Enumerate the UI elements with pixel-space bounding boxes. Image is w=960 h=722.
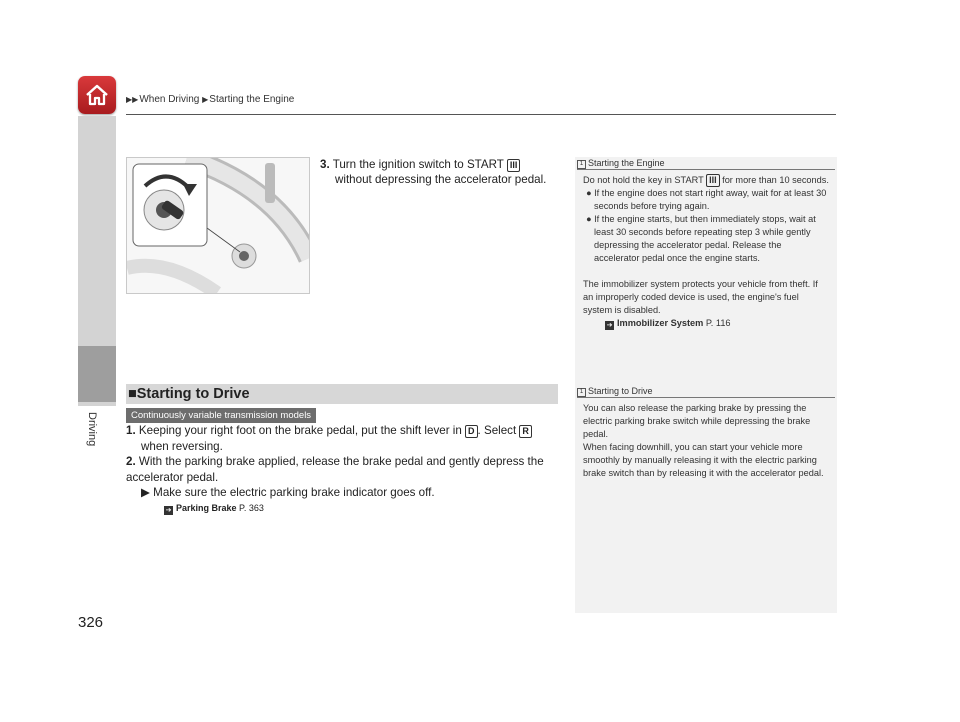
header-divider [126, 114, 836, 115]
note-marker-icon: 1 [577, 388, 586, 397]
breadcrumb-arrow-icon: ▶ [202, 95, 209, 104]
chapter-label: Driving [86, 412, 98, 447]
home-button[interactable] [78, 76, 116, 114]
link-arrow-icon: ➔ [606, 322, 613, 329]
section-marker-icon: ■ [128, 386, 137, 402]
breadcrumb [126, 94, 294, 105]
ignition-illustration [126, 157, 310, 294]
sub-arrow-icon: ▶ [141, 486, 150, 499]
note-title: 1 Starting to Drive [577, 386, 835, 397]
note-marker-icon: 1 [577, 160, 586, 169]
step-2-sub: ▶ Make sure the electric parking brake indicator goes off. [141, 486, 435, 499]
shift-d-badge: D [465, 425, 478, 438]
note-body [577, 398, 835, 480]
step-text-cont: without depressing the accelerator pedal. [335, 173, 547, 186]
note-paragraph: When facing downhill, you can start your vehicle more smoothly by manually releasing it with the electric parking brake switch than by releasing it with the accelerator pedal. [583, 442, 824, 478]
breadcrumb-arrow-icon: ▶▶ [126, 95, 139, 104]
chapter-tab[interactable] [78, 346, 116, 402]
section-title: ■Starting to Drive [128, 386, 250, 402]
step-1-cont: when reversing. [141, 439, 223, 453]
home-icon [83, 81, 111, 109]
ignition-position-badge: III [706, 174, 720, 187]
step-3 [320, 157, 560, 187]
step-1: 1. Keeping your right foot on the brake pedal, put the shift lever in D . Select R [126, 423, 560, 439]
note-starting-engine [577, 158, 835, 330]
drive-steps [126, 423, 560, 516]
breadcrumb-item-when-driving[interactable]: When Driving [139, 94, 200, 105]
page-number: 326 [78, 614, 104, 631]
step-text: Turn the ignition switch to START [332, 158, 507, 171]
parking-brake-link[interactable]: ➔ Parking Brake P. 363 [165, 502, 264, 514]
step-2: 2. With the parking brake applied, release the brake pedal and gently depress the accelerator pedal. [126, 455, 544, 484]
note-bullet: ● If the engine starts, but then immediately stops, wait at least 30 seconds before repeating step 3 while gently depressing the accelerator pedal. Release the accelerator pedal once the engine starts. [586, 214, 816, 263]
note-starting-drive [577, 386, 835, 480]
note-paragraph: The immobilizer system protects your vehicle from theft. If an improperly coded device is used, the engine's fuel system is disabled. [583, 279, 818, 315]
breadcrumb-item-starting-engine[interactable]: Starting the Engine [209, 94, 295, 105]
immobilizer-link[interactable]: ➔ Immobilizer System P. 116 [606, 318, 731, 329]
ignition-position-badge: III [507, 159, 521, 172]
link-arrow-icon: ➔ [165, 506, 172, 514]
note-title: 1 Starting the Engine [577, 158, 835, 169]
note-body: Do not hold the key in START III for more than 10 seconds. ● If the engine does not start right away, wait for at least 30 seconds before trying again. ● If the engine starts, but then immediately stops, wait at least 30 seconds before repeating step 3 while gently depressing the accelerator pedal. Release the accelerator pedal once the engine starts. The immobilizer system protects your vehicle from theft. If an improperly coded device is used, the engine's fuel system is disabled. ➔ Immobilizer System P. 116 [583, 175, 829, 329]
note-bullet: ● If the engine does not start right away, wait for at least 30 seconds before trying again. [586, 188, 827, 211]
note-paragraph: You can also release the parking brake by pressing the electric parking brake switch while depressing the brake pedal. [583, 403, 811, 439]
model-tag: Continuously variable transmission models [126, 408, 316, 423]
shift-r-badge: R [519, 425, 532, 438]
step-number: 3. [320, 158, 330, 171]
